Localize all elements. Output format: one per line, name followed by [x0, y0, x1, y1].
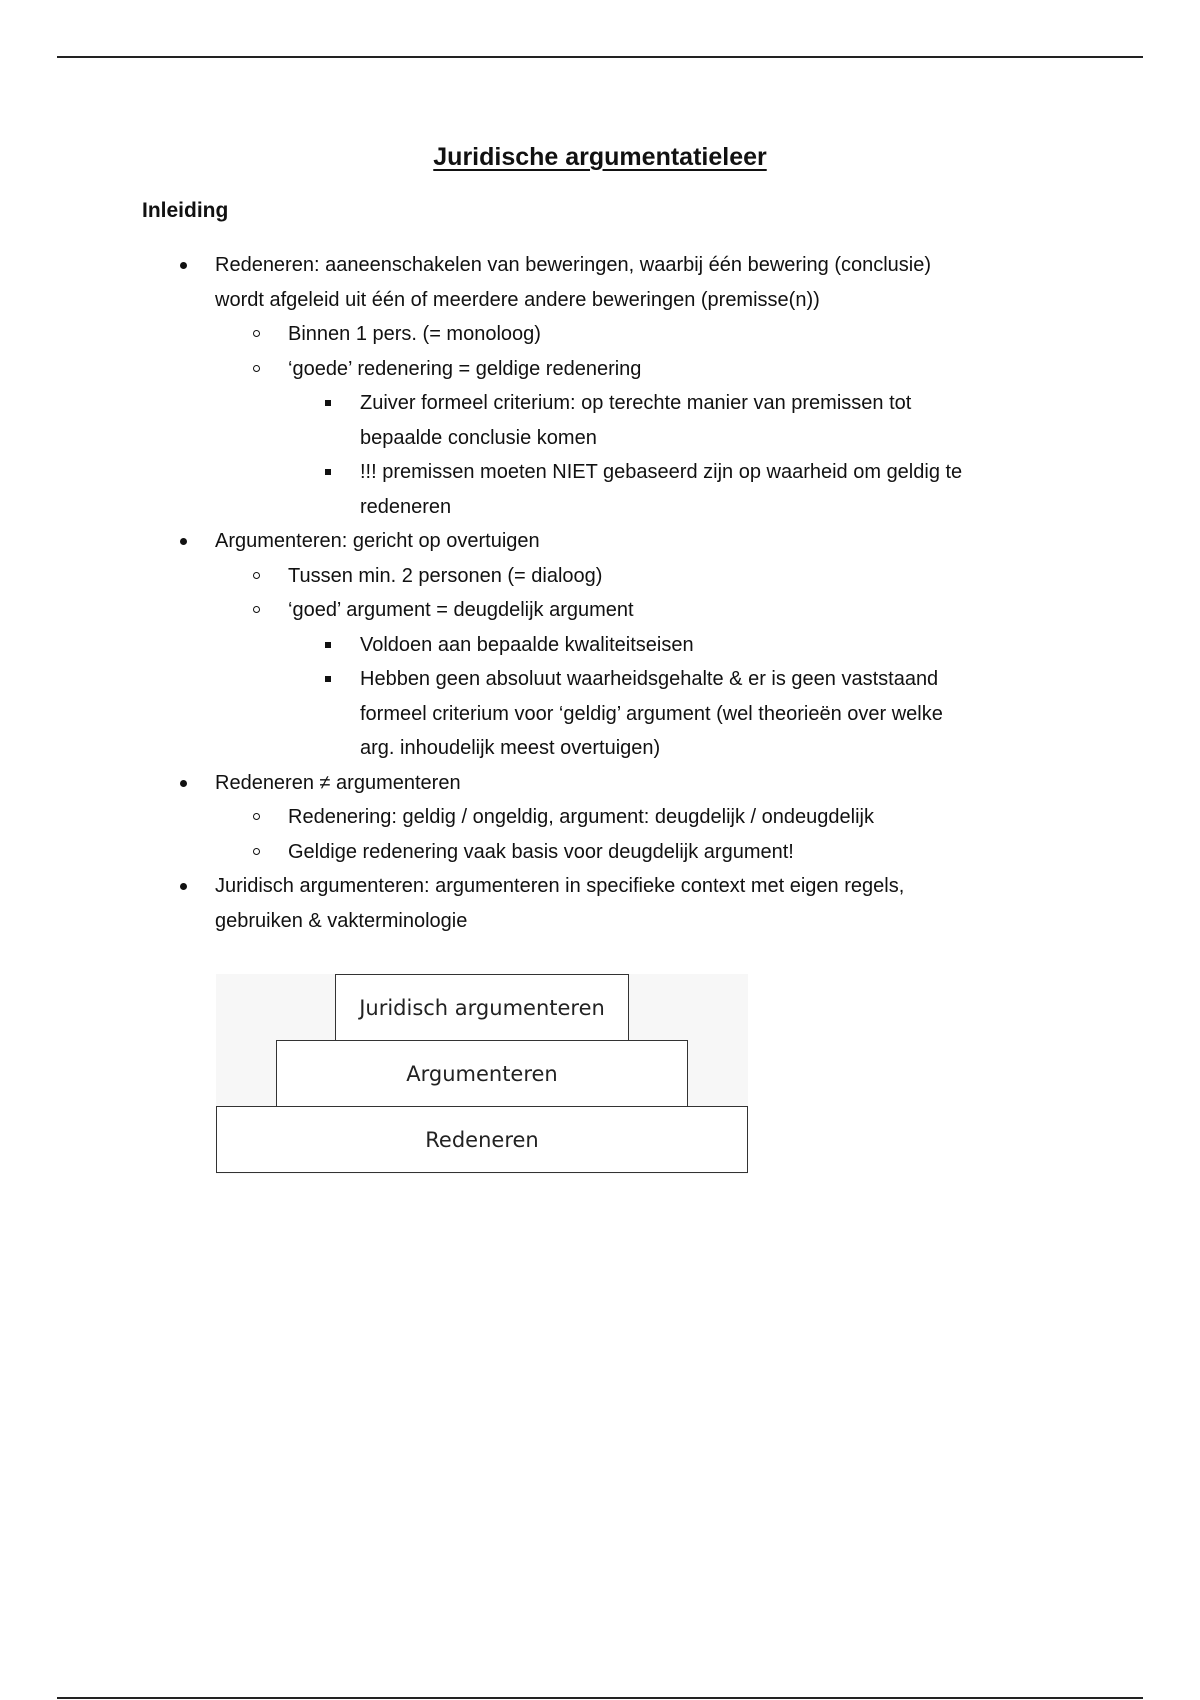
list-line: [0, 628, 1200, 663]
list-line-text: formeel criterium voor ‘geldig’ argument (wel theorieën over welke: [360, 702, 943, 725]
list-line: [0, 386, 1200, 421]
document-title: Juridische argumentatieleer: [433, 143, 767, 171]
list-line: [0, 490, 1200, 525]
list-line: [0, 869, 1200, 904]
list-line: [0, 248, 1200, 283]
list-line: [0, 904, 1200, 939]
list-line-text: Geldige redenering vaak basis voor deugdelijk argument!: [288, 840, 794, 863]
list-line: [0, 593, 1200, 628]
list-line-text: ‘goede’ redenering = geldige redenering: [288, 357, 642, 380]
list-line: [0, 835, 1200, 870]
list-line-text: bepaalde conclusie komen: [360, 426, 597, 449]
list-line-text: !!! premissen moeten NIET gebaseerd zijn op waarheid om geldig te: [360, 461, 963, 483]
list-line: [0, 559, 1200, 594]
list-line-text: Tussen min. 2 personen (= dialoog): [288, 564, 603, 587]
list-line: [0, 662, 1200, 697]
list-line: [0, 800, 1200, 835]
top-rule: [57, 56, 1143, 58]
list-line-text: Redenering: geldig / ongeldig, argument: deugdelijk / ondeugdelijk: [288, 806, 874, 828]
list-line: [0, 731, 1200, 766]
section-heading: Inleiding: [142, 199, 229, 222]
pyramid-tier-juridisch-argumenteren: Juridisch argumenteren: [335, 974, 629, 1041]
list-line-text: Redeneren ≠ argumenteren: [215, 771, 461, 794]
pyramid-tier-argumenteren: Argumenteren: [276, 1040, 688, 1107]
list-line: [0, 352, 1200, 387]
bullet-list: [0, 248, 1200, 938]
list-line-text: Hebben geen absoluut waarheidsgehalte & er is geen vaststaand: [360, 668, 939, 690]
list-line: [0, 421, 1200, 456]
pyramid-tier-redeneren: Redeneren: [216, 1106, 748, 1173]
list-line: [0, 455, 1200, 490]
list-line-text: Zuiver formeel criterium: op terechte manier van premissen tot: [360, 392, 912, 414]
list-line: [0, 524, 1200, 559]
list-line-text: wordt afgeleid uit één of meerdere andere beweringen (premisse(n)): [215, 288, 820, 311]
pyramid-diagram: [216, 974, 748, 1174]
list-line-text: redeneren: [360, 495, 452, 518]
list-line: [0, 697, 1200, 732]
list-line-text: Juridisch argumenteren: argumenteren in specifieke context met eigen regels,: [215, 875, 905, 897]
list-line: [0, 766, 1200, 801]
list-line-text: Argumenteren: gericht op overtuigen: [215, 530, 540, 552]
list-line-text: gebruiken & vakterminologie: [215, 909, 468, 932]
list-line: [0, 283, 1200, 318]
bottom-rule: [57, 1697, 1143, 1699]
list-line-text: Redeneren: aaneenschakelen van beweringen, waarbij één bewering (conclusie): [215, 254, 932, 276]
list-line-text: ‘goed’ argument = deugdelijk argument: [288, 599, 634, 621]
list-line-text: Voldoen aan bepaalde kwaliteitseisen: [360, 633, 694, 656]
list-line-text: arg. inhoudelijk meest overtuigen): [360, 737, 661, 759]
list-line: [0, 317, 1200, 352]
list-line-text: Binnen 1 pers. (= monoloog): [288, 323, 541, 345]
